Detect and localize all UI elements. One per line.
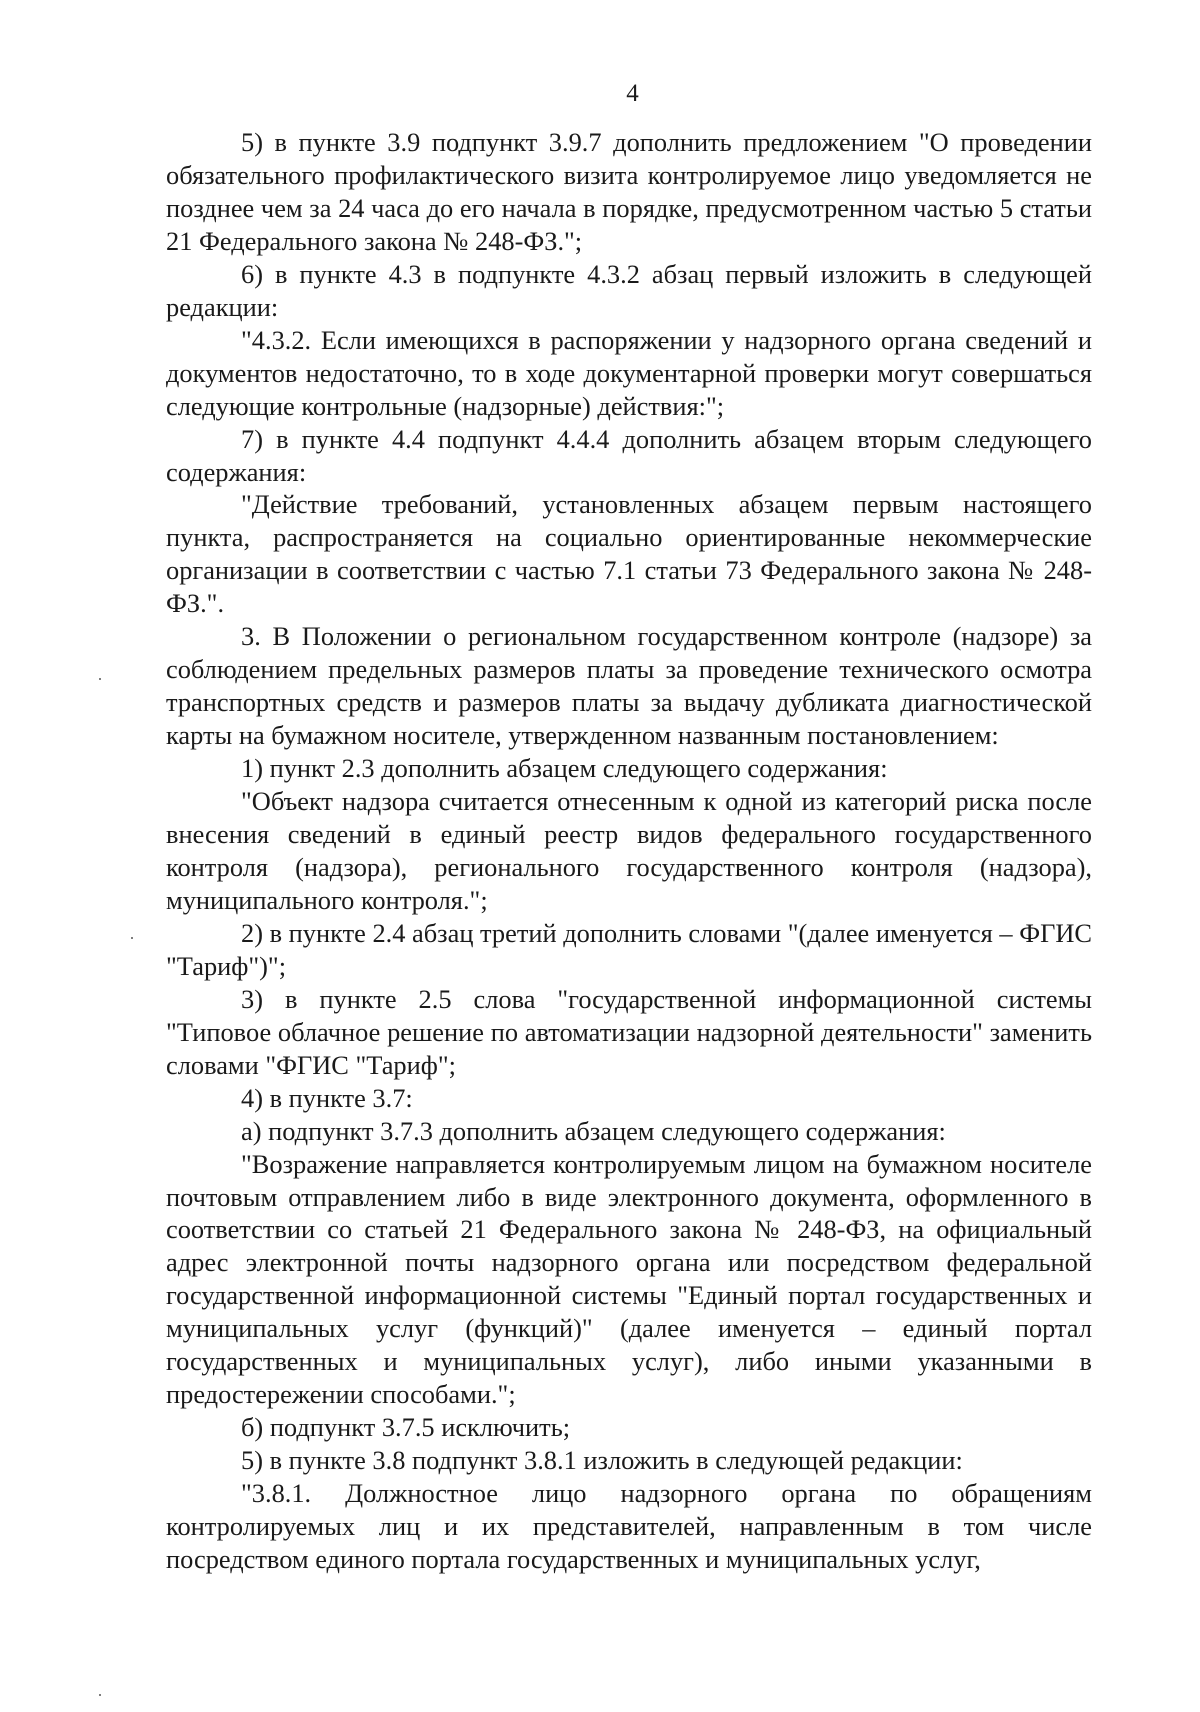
paragraph-quote-3-8-1: "3.8.1. Должностное лицо надзорного органа по обращениям контролируемых лиц и их представителей, направленным в том числе посредством единого портала государственных и муниципальных услуг, xyxy=(166,1478,1092,1574)
paragraph-item-3-section-2-5: 3) в пункте 2.5 слова "государственной информационной системы "Типовое облачное решение по автоматизации надзорной деятельности" заменить словами "ФГИС "Тариф"; xyxy=(166,983,1092,1080)
paragraph-quote-objection: "Возражение направляется контролируемым лицом на бумажном носителе почтовым отправлением либо в виде электронного документа, оформленного в соответствии со статьей 21 Федерального закона № 248-ФЗ, на официальный адрес электронной почты надзорного органа или посредством федеральной государственной информационной системы "Единый портал государственных и муниципальных услуг (функций)" (далее именуется – единый портал государственных и муниципальных услуг), либо иными указанными в предостережении способами."; xyxy=(166,1148,1092,1410)
paragraph-subitem-a-3-7-3: а) подпункт 3.7.3 дополнить абзацем следующего содержания: xyxy=(241,1115,946,1146)
page-number: 4 xyxy=(626,80,639,107)
paragraph-item-5-section-3-9: 5) в пункте 3.9 подпункт 3.9.7 дополнить предложением "О проведении обязательного профилактического визита контролируемое лицо уведомляется не позднее чем за 24 часа до его начала в порядке, предусмотренном частью 5 статьи 21 Федерального закона № 248-ФЗ."; xyxy=(166,127,1092,256)
paragraph-item-7-section-4-4: 7) в пункте 4.4 подпункт 4.4.4 дополнить абзацем вторым следующего содержания: xyxy=(166,423,1092,487)
paragraph-item-6-section-4-3: 6) в пункте 4.3 в подпункте 4.3.2 абзац первый изложить в следующей редакции: xyxy=(166,258,1092,322)
paragraph-section-3-regulation: 3. В Положении о региональном государственном контроле (надзоре) за соблюдением предельных размеров платы за проведение технического осмотра транспортных средств и размеров платы за выдачу дубликата диагностической карты на бумажном носителе, утвержденном названным постановлением: xyxy=(166,621,1092,751)
paragraph-quote-risk-category: "Объект надзора считается отнесенным к одной из категорий риска после внесения сведений в единый реестр видов федерального государственного контроля (надзора), регионального государственного контроля (надзора), муниципального контроля."; xyxy=(166,786,1092,915)
scan-speck xyxy=(99,1694,101,1696)
paragraph-item-4-section-3-7: 4) в пункте 3.7: xyxy=(241,1082,413,1113)
paragraph-item-1-section-2-3: 1) пункт 2.3 дополнить абзацем следующего содержания: xyxy=(241,753,888,784)
paragraph-quote-requirements: "Действие требований, установленных абзацем первым настоящего пункта, распространяется на социально ориентированные некоммерческие организации в соответствии с частью 7.1 статьи 73 Федерального закона № 248-ФЗ.". xyxy=(166,489,1092,619)
document-body xyxy=(166,126,1092,1576)
scan-speck xyxy=(99,678,101,680)
paragraph-item-2-section-2-4: 2) в пункте 2.4 абзац третий дополнить словами "(далее именуется – ФГИС "Тариф")"; xyxy=(166,917,1092,981)
paragraph-subitem-b-3-7-5: б) подпункт 3.7.5 исключить; xyxy=(241,1412,571,1443)
paragraph-item-5-section-3-8: 5) в пункте 3.8 подпункт 3.8.1 изложить в следующей редакции: xyxy=(241,1445,963,1476)
scan-speck xyxy=(131,937,133,939)
paragraph-quote-4-3-2: "4.3.2. Если имеющихся в распоряжении у надзорного органа сведений и документов недостаточно, то в ходе документарной проверки могут совершаться следующие контрольные (надзорные) действия:"; xyxy=(166,324,1092,421)
